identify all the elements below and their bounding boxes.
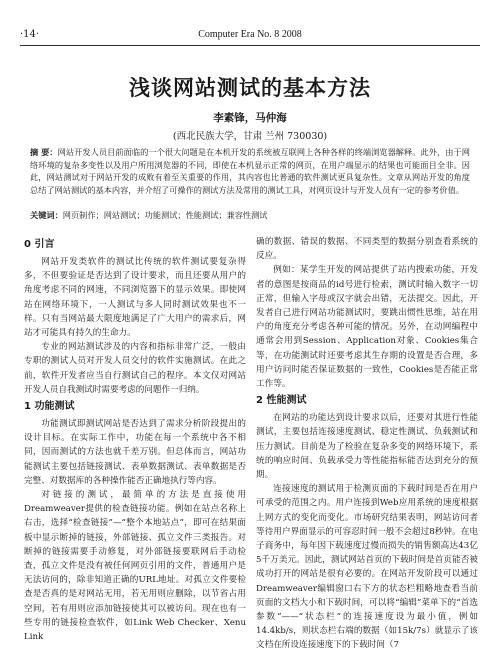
abstract bbox=[30, 146, 470, 196]
paragraph: 专业的网站测试涉及的内容和指标非常广泛，一般由专职的测试人员对开发人员交付的软件实施测试。在此之前，软件开发者应当自行测试自己的程序。本文仅对网站开发人员自我测试时需要考虑的问题作一归纳。 bbox=[24, 342, 246, 395]
section-heading-performance-test: 2 性能测试 bbox=[256, 395, 307, 407]
left-column bbox=[24, 235, 246, 644]
paper-title: 浅谈网站测试的基本方法 bbox=[129, 76, 371, 100]
paragraph: 网站开发类软件的测试比传统的软件测试要复杂得多，不但要验证是否达到了设计要求，而且还要从用户的角度考虑不同的网速，不同浏览器下的显示效果。即使网站在网络环境下，一人测试与多人同时测试效果也不一样。只有当网站最大限度地满足了广大用户的需求后，网站才可能具有持久的生命力。 bbox=[24, 257, 246, 339]
abstract-label: 摘 要： bbox=[30, 147, 58, 157]
section-heading-functional-test: 1 功能测试 bbox=[24, 401, 75, 413]
page-number: ·14· bbox=[20, 29, 40, 40]
paragraph: 连接速度的测试用于检测页面的下载时间是否在用户可承受的范围之内。用户连接到Web应用系统的速度根据上网方式的变化而变化。市场研究结果表明，网站访问者等待用户界面显示的可容忍时间一般不会超过8秒钟。在电子商务中，每年因下载速度过慢而损失的销售额高达43亿5千万美元。因此，测试网站首页的下载时间是首页能否被成功打开的网站是很有必要的。在网站开发阶段可以通过Dreamweaver编辑窗口右下方的状态栏粗略地查看当前页面的文档大小和下载时间，可以将“编辑”菜单下的“首选参数”——“状态栏”的连接速度设为最小值，例如14.4kb/s，则状态栏右端的数据（如15k/7s）就显示了该文档在所设连接速度下的下载时间（7 bbox=[256, 484, 478, 651]
paragraph: 在网站的功能达到设计要求以后，还要对其进行性能测试，主要包括连接速度测试、稳定性测试、负载测试和压力测试。目前是为了检验在复杂多变的网络环境下，系统的响应时间、负载承受力等性能指标能否达到充分的预期。 bbox=[256, 413, 478, 481]
right-column bbox=[256, 235, 478, 653]
paragraph: 功能测试即测试网站是否达到了需求分析阶段提出的设计目标。在实际工作中，功能在每一个系统中各不相同，因而测试的方法也就千差万别。但总体而言，网站功能测试主要包括链接测试、表单数据测试、表单数据是否完整、对数据库的各种操作能否正确地执行等内容。 bbox=[24, 419, 246, 486]
paragraph: 对链接的测试，最简单的方法是直接使用Dreamweaver提供的检查链接功能。例如在站点名称上右击，选择“检查链接”—“整个本地站点”，即可在结果面板中显示断掉的链接，外部链接、孤立文件三类报告。对断掉的链接需要手动修复，对外部链接要联网后手动检查，孤立文件是没有被任何网页引用的文件，普通用户是无法访问的，除非知道正确的URL地址。对孤立文件要检查是否真的是对网站无用，若无用则应删除，以节省占用空间，若有用则应添加链接使其可以被访问。现在也有一些专用的链接检查软件，如Link Web Checker、Xenu Link bbox=[24, 490, 246, 643]
keywords-text: 网页制作；网站测试；功能测试；性能测试；兼容性测试 bbox=[62, 210, 268, 220]
header-rule bbox=[20, 45, 480, 46]
section-heading-introduction: 0 引言 bbox=[24, 239, 55, 250]
affiliation: (西北民族大学，甘肃 兰州 730030) bbox=[172, 131, 328, 142]
authors: 李素锋，马仲海 bbox=[213, 112, 287, 124]
paragraph: 例如：某学生开发的网站提供了站内搜索功能，开发者的意图是按商品的id号进行检索，测试时输入数字一切正常，但输入字母或汉字就会出错，无法提交。因此，开发者自己进行网站功能测试时，要跳出惯性思维，站在用户的角度充分考虑各种可能的情况。另外，在动网编程中通常会用到Session、Application对象、Cookies集合等，在功能测试时还要考虑其生存期的设置是否合理，多用户访问时能否保证数据的一致性，Cookies是否能正常工作等。 bbox=[256, 265, 478, 390]
abstract-text: 网站开发人员目前面临的一个很大问题是在本机开发的系统被互联网上各种各样的终端浏览器解释。此外，由于网络环境的复杂多变性以及用户所用浏览器的不同，即使在本机显示正常的网页，在用户端显示的结果也可能面目全非。因此，网站测试对于网站开发的成败有着至关重要的作用，其内容也比普通的软件测试更具复杂性。文章从网站开发的角度总结了网站测试的基本内容，并介绍了可操作的测试方法及常用的测试工具，对网页设计与开发人员有一定的参考价值。 bbox=[30, 147, 470, 195]
running-header bbox=[20, 28, 480, 42]
paragraph: 确的数据、错误的数据、不同类型的数据分别查看系统的反应。 bbox=[256, 237, 478, 262]
journal-name: Computer Era No. 8 2008 bbox=[198, 29, 302, 40]
keywords-label: 关键词： bbox=[30, 210, 63, 220]
keywords bbox=[30, 210, 470, 221]
